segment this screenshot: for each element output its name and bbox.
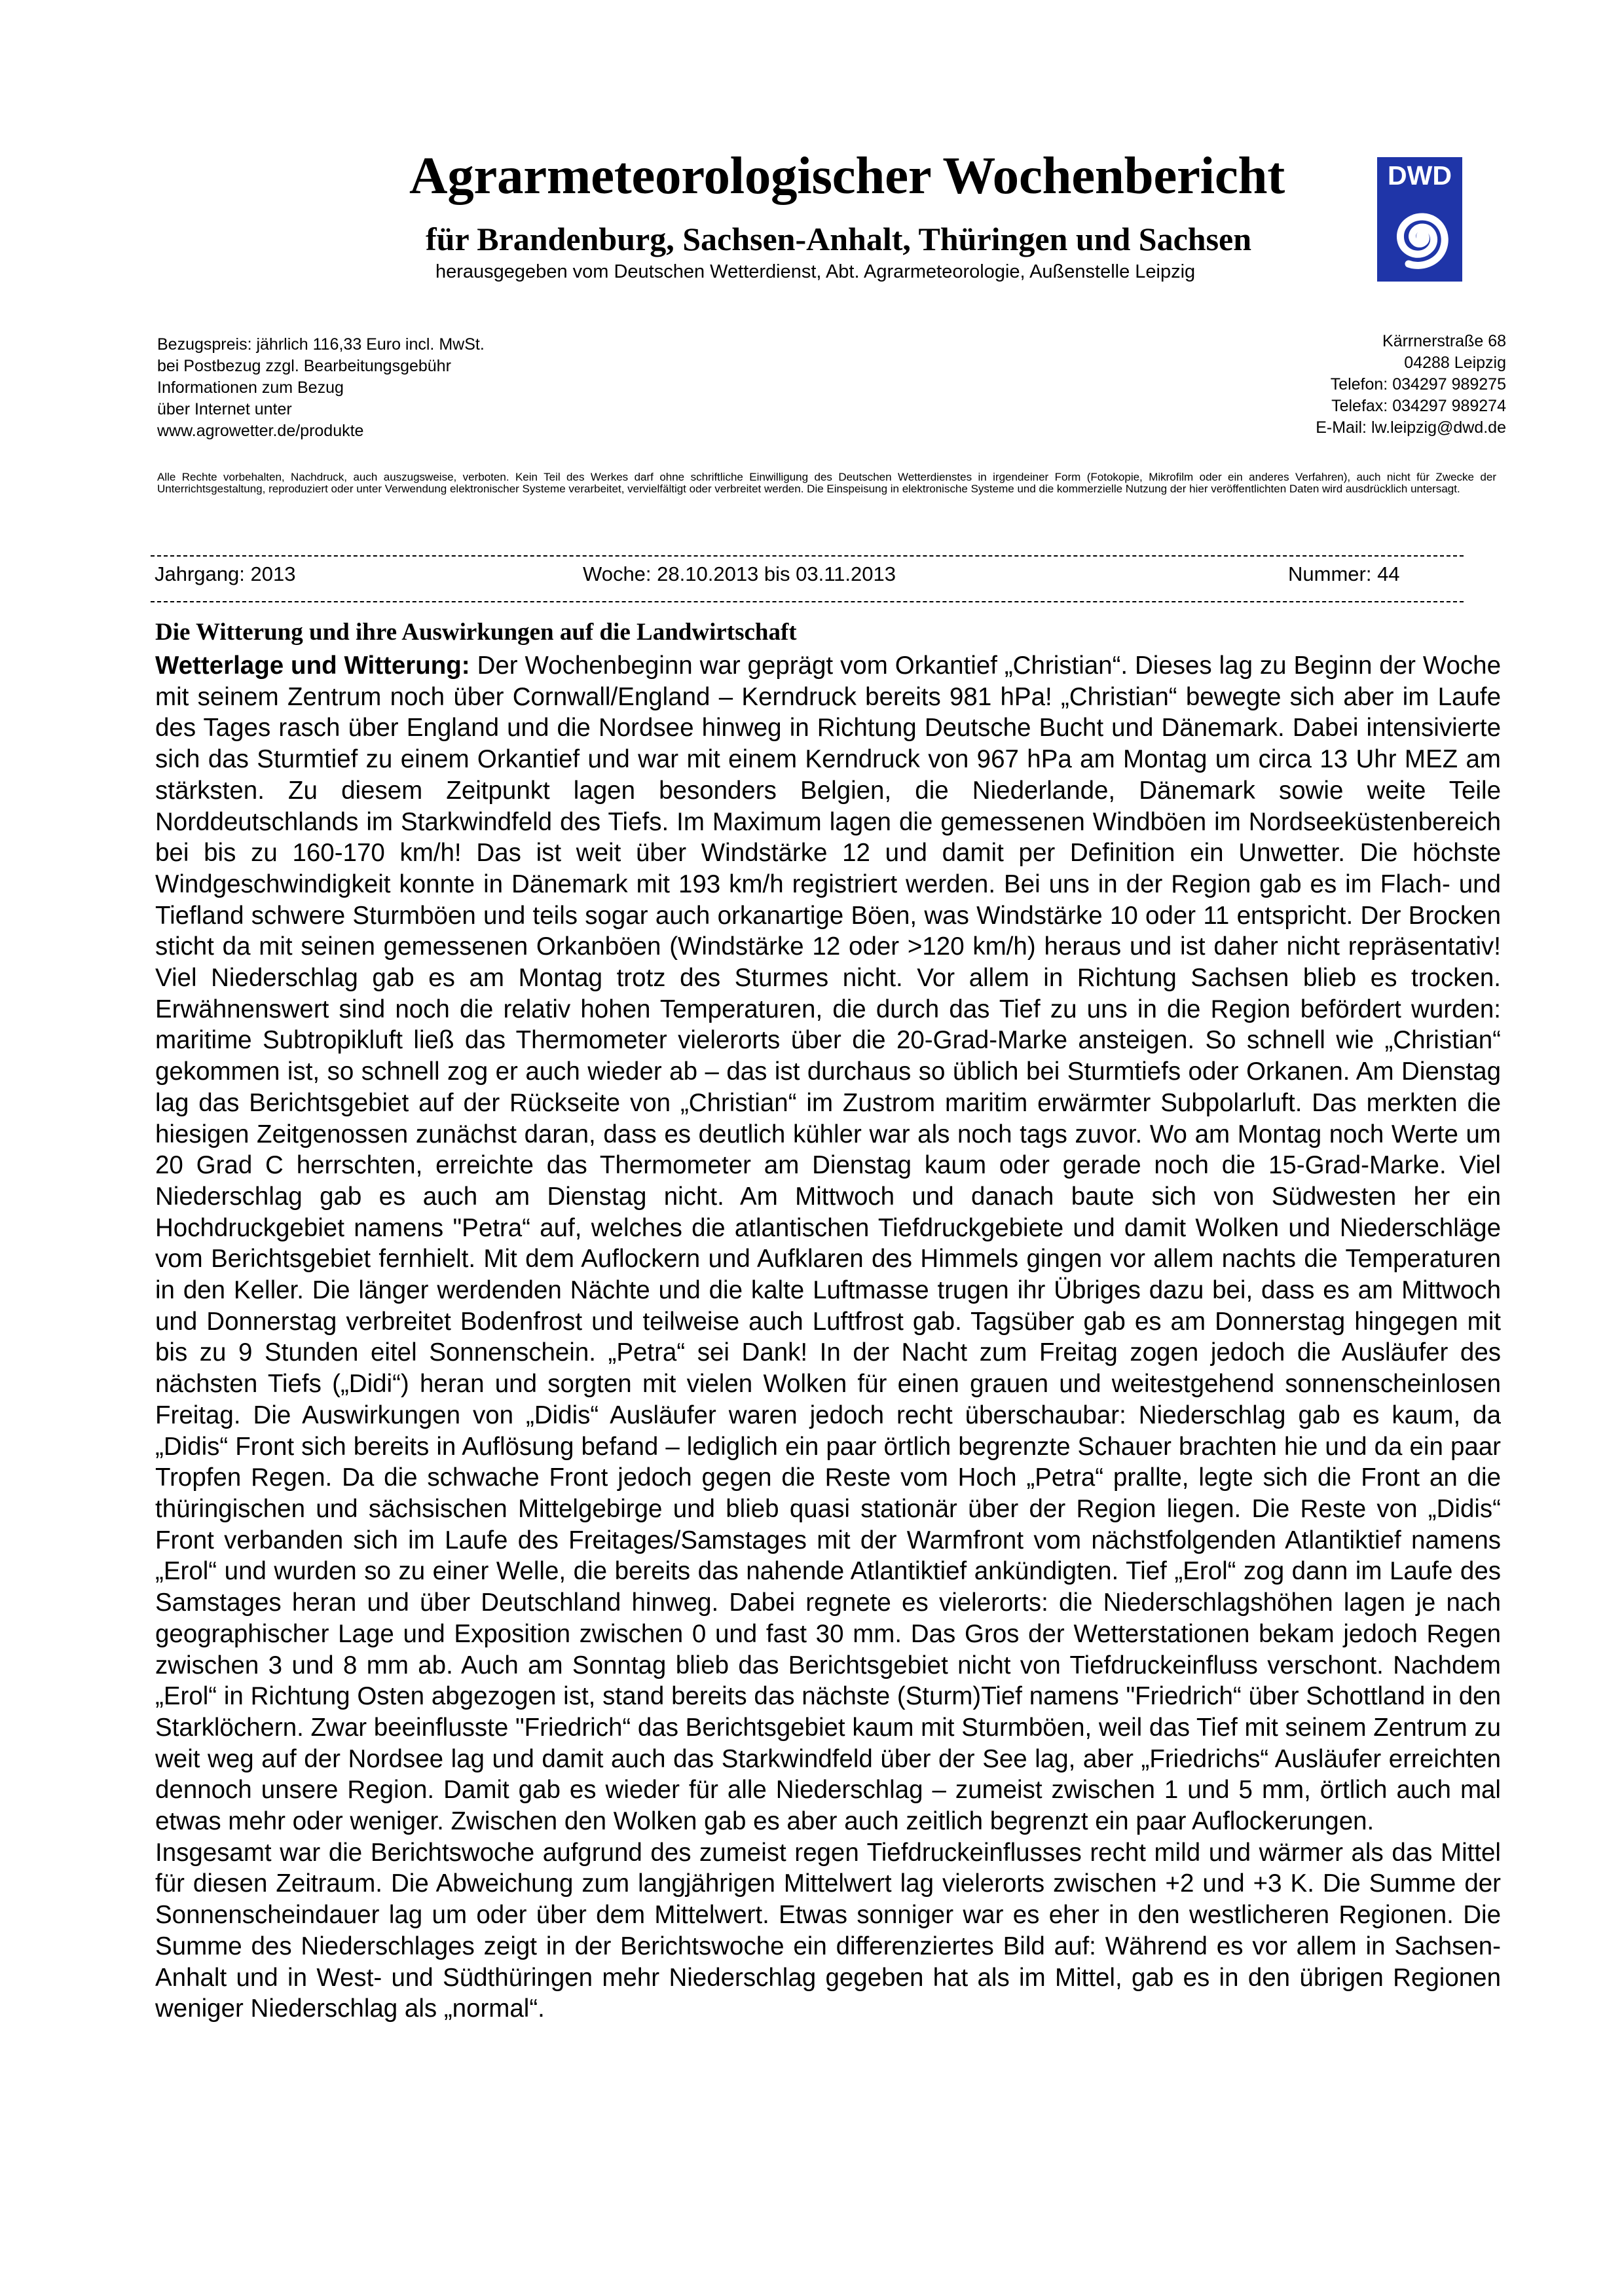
issue-week: Woche: 28.10.2013 bis 03.11.2013 — [583, 562, 896, 585]
article-body — [155, 650, 1501, 2025]
article-paragraph — [155, 650, 1501, 1837]
contact-street: Kärrnerstraße 68 — [1382, 332, 1506, 350]
article-text: Der Wochenbeginn war geprägt vom Orkantief „Christian“. Dieses lag zu Beginn der Woche mit seinem Zentrum noch über Cornwall/England – Kerndruck bereits 981 hPa! „Christian“ bewegte sich aber im Laufe des Tages rasch über England und die Nordsee hinweg in Richtung Deutsche Bucht und Dänemark. Dabei intensivierte sich das Sturmtief zu einem Orkantief und war mit einem Kerndruck von 967 hPa am Montag um circa 13 Uhr MEZ am stärksten. Zu diesem Zeitpunkt lagen besonders Belgien, die Niederlande, Dänemark sowie weite Teile Norddeutschlands im Starkwindfeld des Tiefs. Im Maximum lagen die gemessenen Windböen im Nordseeküstenbereich bei bis zu 160-170 km/h! Das ist weit über Windstärke 12 und damit per Definition ein Unwetter. Die höchste Windgeschwindigkeit konnte in Dänemark mit 193 km/h registriert werden. Bei uns in der Region gab es im Flach- und Tiefland schwere Sturmböen und teils sogar auch orkanartige Böen, was Windstärke 10 oder 11 entspricht. Der Brocken sticht da mit seinen gemessenen Orkanböen (Windstärke 12 oder >120 km/h) heraus und ist daher nicht repräsentativ! Viel Niederschlag gab es am Montag trotz des Sturmes nicht. Vor allem in Richtung Sachsen blieb es trocken. Erwähnenswert sind noch die relativ hohen Temperaturen, die durch das Tief zu uns in die Region befördert wurden: maritime Subtropikluft ließ das Thermometer vielerorts über die 20-Grad-Marke ansteigen. So schnell wie „Christian“ gekommen ist, so schnell zog er auch wieder ab – das ist durchaus so üblich bei Sturmtiefs oder Orkanen. Am Dienstag lag das Berichtsgebiet auf der Rückseite von „Christian“ im Zustrom maritim erwärmter Subpolarluft. Das merkten die hiesigen Zeitgenossen zunächst daran, dass es deutlich kühler war als noch tags zuvor. Wo am Montag noch Werte um 20 Grad C herrschten, erreichte das Thermometer am Dienstag kaum oder gerade noch die 15-Grad-Marke. Viel Niederschlag gab es auch am Dienstag nicht. Am Mittwoch und danach baute sich von Südwesten her ein Hochdruckgebiet namens "Petra“ auf, welches die atlantischen Tiefdruckgebiete und damit Wolken und Niederschläge vom Berichtsgebiet fernhielt. Mit dem Auflockern und Aufklaren des Himmels gingen vor allem nachts die Temperaturen in den Keller. Die länger werdenden Nächte und die kalte Luftmasse trugen ihr Übriges dazu bei, dass es am Mittwoch und Donnerstag verbreitet Bodenfrost und teilweise auch Luftfrost gab. Tagsüber gab es am Donnerstag hingegen mit bis zu 9 Stunden eitel Sonnenschein. „Petra“ sei Dank! In der Nacht zum Freitag zogen jedoch die Ausläufer des nächsten Tiefs („Didi“) heran und sorgten mit vielen Wolken für einen grauen und weitestgehend sonnenscheinlosen Freitag. Die Auswirkungen von „Didis“ Ausläufer waren jedoch recht überschaubar: Niederschlag gab es kaum, da „Didis“ Front sich bereits in Auflösung befand – lediglich ein paar örtlich begrenzte Schauer brachten hie und da ein paar Tropfen Regen. Da die schwache Front jedoch gegen die Reste vom Hoch „Petra“ prallte, legte sich die Front an die thüringischen und sächsischen Mittelgebirge und blieb quasi stationär über der Region liegen. Die Reste von „Didis“ Front verbanden sich im Laufe des Freitages/Samstages mit der Warmfront vom nächstfolgenden Atlantiktief namens „Erol“ und wurden so zu einer Welle, die bereits das nahende Atlantiktief ankündigten. Tief „Erol“ zog dann im Laufe des Samstages heran und über Deutschland hinweg. Dabei regnete es vielerorts: die Niederschlagshöhen lagen je nach geographischer Lage und Exposition zwischen 0 und fast 30 mm. Das Gros der Wetterstationen bekam jedoch Regen zwischen 3 und 8 mm ab. Auch am Sonntag blieb das Berichtsgebiet nicht von Tiefdruckeinfluss verschont. Nachdem „Erol“ in Richtung Osten abgezogen ist, stand bereits das nächste (Sturm)Tief namens "Friedrich“ über Schottland in den Starklöchern. Zwar beeinflusste "Friedrich“ das Berichtsgebiet kaum mit Sturmböen, weil das Tief mit seinem Zentrum zu weit weg auf der Nordsee lag und damit auch das Starkwindfeld über der See lag, aber „Friedrichs“ Ausläufer erreichten dennoch unsere Region. Damit gab es wieder für alle Niederschlag – zumeist zwischen 1 und 5 mm, örtlich auch mal etwas mehr oder weniger. Zwischen den Wolken gab es aber auch zeitlich begrenzt ein paar Auflockerungen. — [155, 652, 1501, 1836]
dwd-spiral-icon — [1382, 196, 1457, 275]
subscription-link[interactable]: www.agrowetter.de/produkte — [157, 422, 364, 440]
subscription-line: bei Postbezug zzgl. Bearbeitungsgebühr — [157, 357, 451, 375]
contact-email[interactable]: E-Mail: lw.leipzig@dwd.de — [1316, 418, 1506, 437]
contact-phone: Telefon: 034297 989275 — [1330, 375, 1506, 394]
divider-top — [151, 555, 1464, 558]
report-title: Agrarmeteorologischer Wochenbericht — [409, 146, 1285, 205]
issue-year: Jahrgang: 2013 — [155, 562, 296, 585]
subscription-line: Bezugspreis: jährlich 116,33 Euro incl. MwSt. — [157, 335, 485, 354]
contact-city: 04288 Leipzig — [1404, 354, 1506, 372]
subscription-line: Informationen zum Bezug — [157, 378, 344, 397]
subscription-info — [157, 334, 485, 442]
article-lead: Wetterlage und Witterung: — [155, 652, 470, 680]
publisher-line: herausgegeben vom Deutschen Wetterdienst, Abt. Agrarmeteorologie, Außenstelle Leipzig — [435, 261, 1196, 282]
divider-bottom — [151, 601, 1464, 604]
section-title: Die Witterung und ihre Auswirkungen auf die Landwirtschaft — [155, 619, 797, 646]
article-paragraph: Insgesamt war die Berichtswoche aufgrund des zumeist regen Tiefdruckeinflusses recht mild und wärmer als das Mittel für diesen Zeitraum. Die Abweichung zum langjährigen Mittelwert lag vielerorts zwischen +2 und +3 K. Die Summe der Sonnenscheindauer lag um oder über dem Mittelwert. Etwas sonniger war es eher in den westlicheren Regionen. Die Summe des Niederschlages zeigt in der Berichtswoche ein differenziertes Bild auf: Während es vor allem in Sachsen-Anhalt und in West- und Südthüringen mehr Niederschlag gegeben hat als im Mittel, gab es in den übrigen Regionen weniger Niederschlag als „normal“. — [155, 1838, 1501, 2023]
contact-fax: Telefax: 034297 989274 — [1331, 397, 1506, 415]
subscription-line: über Internet unter — [157, 400, 292, 418]
legal-notice: Alle Rechte vorbehalten, Nachdruck, auch auszugsweise, verboten. Kein Teil des Werkes darf ohne schriftliche Einwilligung des Deutschen Wetterdienstes in irgendeiner Form (Fotokopie, Mikrofilm oder ein anderes Verfahren), auch nicht für Zwecke der Unterrichtsgestaltung, reproduziert oder unter Verwendung elektronischer Systeme verarbeitet, vervielfältigt oder verbreitet werden. Die Einspeisung in elektronische Systeme und die kommerzielle Nutzung der hier veröffentlichten Daten wird ausdrücklich untersagt. — [157, 471, 1496, 495]
dwd-logo — [1377, 157, 1462, 282]
contact-info — [1316, 331, 1506, 439]
report-subtitle: für Brandenburg, Sachsen-Anhalt, Thüringen und Sachsen — [426, 221, 1252, 257]
dwd-logo-text: DWD — [1388, 160, 1452, 191]
issue-number: Nummer: 44 — [1288, 562, 1400, 585]
